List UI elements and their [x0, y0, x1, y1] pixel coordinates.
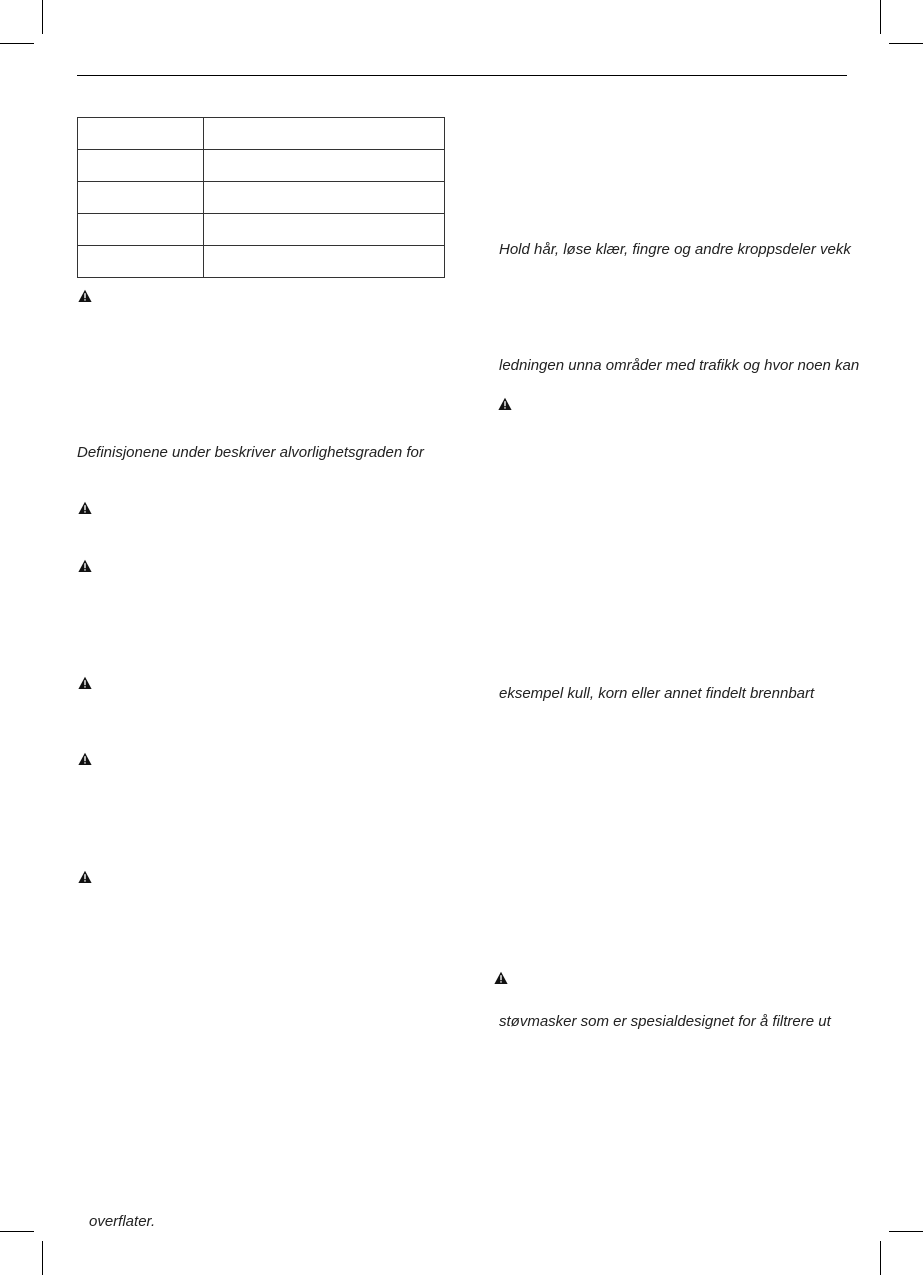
table-row	[78, 214, 445, 246]
warning-triangle-icon	[78, 501, 92, 515]
crop-mark	[0, 43, 34, 44]
bottom-text: overflater.	[89, 1213, 156, 1230]
crop-mark	[42, 1241, 43, 1275]
table-row	[78, 246, 445, 278]
warning-triangle-icon	[78, 870, 92, 884]
cord-warning-text: ledningen unna områder med trafikk og hvor noen kan	[499, 357, 860, 374]
crop-mark	[880, 0, 881, 34]
warning-triangle-icon	[498, 397, 512, 411]
table-row	[78, 150, 445, 182]
header-rule	[77, 75, 847, 76]
warning-triangle-icon	[78, 752, 92, 766]
crop-mark	[42, 0, 43, 34]
crop-mark	[889, 43, 923, 44]
crop-mark	[880, 1241, 881, 1275]
warning-triangle-icon	[78, 676, 92, 690]
warning-triangle-icon	[494, 971, 508, 985]
warning-triangle-icon	[78, 289, 92, 303]
table-row	[78, 118, 445, 150]
spec-table	[77, 117, 445, 278]
crop-mark	[889, 1231, 923, 1232]
hair-warning-text: Hold hår, løse klær, fingre og andre kroppsdeler vekk	[499, 241, 851, 258]
warning-triangle-icon	[78, 559, 92, 573]
dust-warning-text: eksempel kull, korn eller annet findelt brennbart	[499, 685, 815, 702]
mask-warning-text: støvmasker som er spesialdesignet for å filtrere ut	[499, 1013, 831, 1030]
crop-mark	[0, 1231, 34, 1232]
table-row	[78, 182, 445, 214]
definition-text: Definisjonene under beskriver alvorlighetsgraden for	[77, 444, 424, 461]
